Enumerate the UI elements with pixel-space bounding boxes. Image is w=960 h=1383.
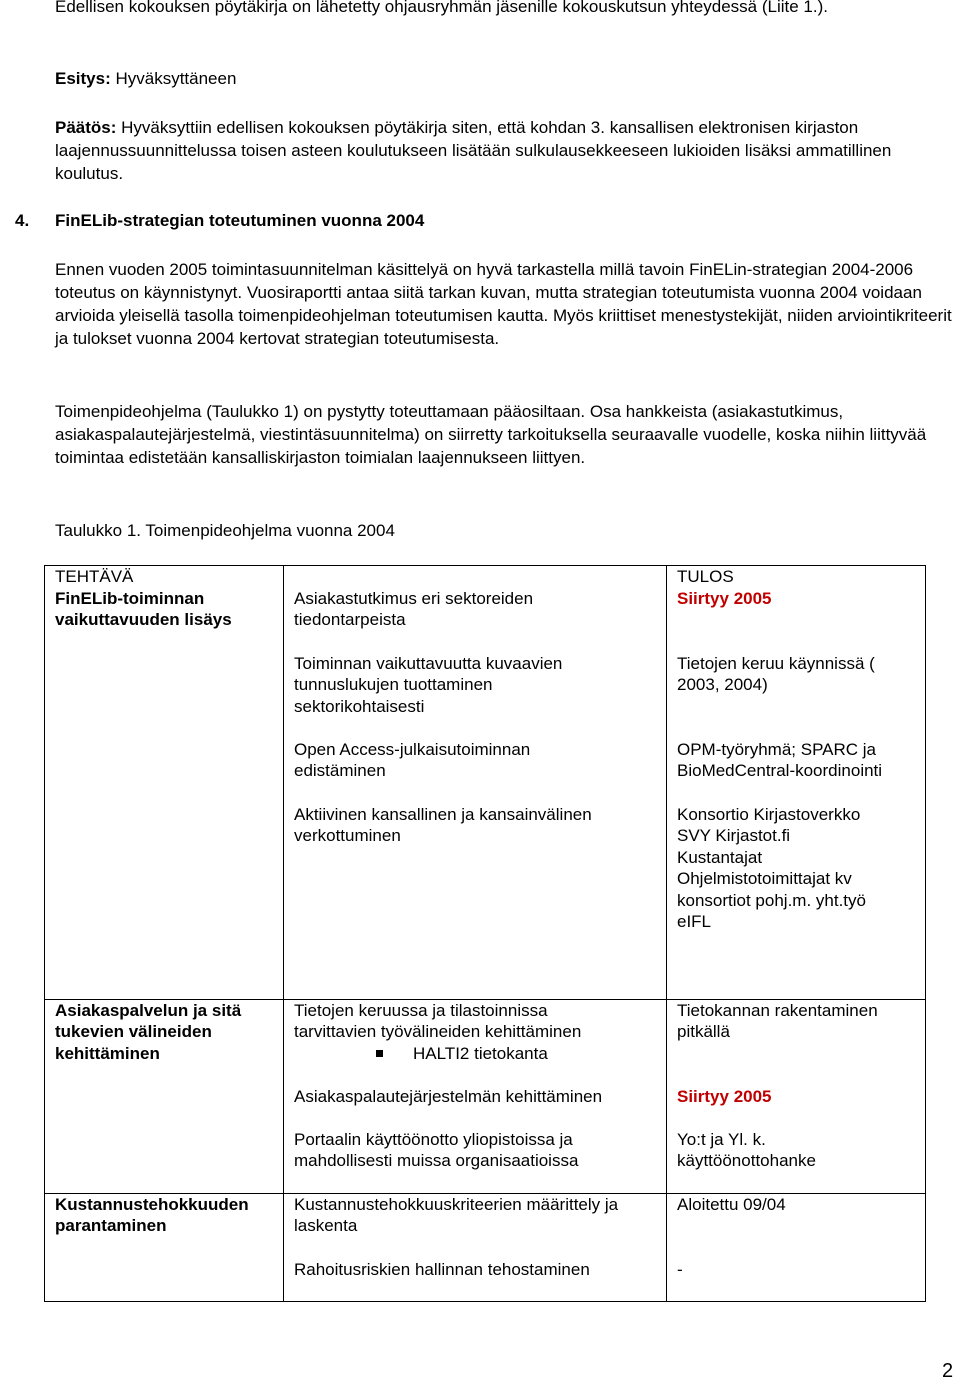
body-paragraph-1: Ennen vuoden 2005 toimintasuunnitelman käsittelyä on hyvä tarkastella millä tavoin FinELin-strategian 2004-2006 toteutus on käynnistynyt. Vuosiraportti antaa siitä tarkan kuvan, mutta strategian toteutumista vuonna 2004 voidaan arvioida yleisellä tasolla toimenpideohjelman toteutumisen kautta. Myös kriittiset menestystekijät, niiden arviointikriteerit ja tulokset vuonna 2004 kertovat strategian toteutumisesta. <box>55 260 952 348</box>
task-label: Asiakaspalvelun ja sitä tukevien välineiden kehittäminen <box>55 1000 242 1063</box>
action-item <box>294 1000 634 1065</box>
result-item: Tietokannan rakentaminen pitkällä <box>677 1000 878 1042</box>
paatos-label: Päätös: <box>55 118 117 137</box>
result-item: Aloitettu 09/04 <box>677 1194 786 1214</box>
header-middle <box>284 566 667 588</box>
table-header-row <box>45 566 926 588</box>
action-item: Aktiivinen kansallinen ja kansainvälinen verkottuminen <box>294 804 592 846</box>
section-number: 4. <box>15 211 30 230</box>
action-plan-table <box>44 565 926 1302</box>
task-cell <box>45 999 284 1193</box>
result-item: OPM-työryhmä; SPARC ja BioMedCentral-koordinointi <box>677 739 883 781</box>
section-title: FinELib-strategian toteutuminen vuonna 2004 <box>55 211 425 230</box>
esitys-label: Esitys: <box>55 69 111 88</box>
result-item: Yo:t ja Yl. k. käyttöönottohanke <box>677 1129 816 1171</box>
action-item: Portaalin käyttöönotto yliopistoissa ja mahdollisesti muissa organisaatioissa <box>294 1129 579 1171</box>
result-item: - <box>677 1259 683 1279</box>
table-row <box>45 1193 926 1301</box>
results-cell <box>667 999 926 1193</box>
section-heading <box>15 209 955 232</box>
table-caption: Taulukko 1. Toimenpideohjelma vuonna 2004 <box>55 521 395 540</box>
results-cell <box>667 588 926 1000</box>
result-item: Tietojen keruu käynnissä ( 2003, 2004) <box>677 653 875 695</box>
actions-cell <box>284 588 667 1000</box>
body-paragraph-2: Toimenpideohjelma (Taulukko 1) on pystytty toteuttamaan pääosiltaan. Osa hankkeista (asiakastutkimus, asiakaspalautejärjestelmä, viestintäsuunnitelma) on siirretty tarkoituksella seuraavalle vuodelle, koska niihin liittyvää toimintaa edistetään kansalliskirjaston toimialan laajennukseen liittyen. <box>55 402 927 467</box>
action-item: Asiakaspalautejärjestelmän kehittäminen <box>294 1086 603 1106</box>
header-task: TEHTÄVÄ <box>45 566 284 588</box>
actions-cell <box>284 999 667 1193</box>
action-item: Rahoitusriskien hallinnan tehostaminen <box>294 1259 590 1279</box>
task-cell <box>45 588 284 1000</box>
action-item: Kustannustehokkuuskriteerien määrittely ja laskenta <box>294 1194 619 1236</box>
esitys-text: Hyväksyttäneen <box>110 69 237 88</box>
action-item: Asiakastutkimus eri sektoreiden tiedontarpeista <box>294 588 534 630</box>
intro-paragraph: Edellisen kokouksen pöytäkirja on lähetetty ohjausryhmän jäsenille kokouskutsun yhteydessä (Liite 1.). <box>55 0 828 16</box>
result-item: Siirtyy 2005 <box>677 1086 772 1106</box>
esitys-line <box>55 67 955 90</box>
action-item: Toiminnan vaikuttavuutta kuvaavien tunnuslukujen tuottaminen sektorikohtaisesti <box>294 653 563 716</box>
task-cell <box>45 1193 284 1301</box>
bullet-icon <box>376 1050 383 1057</box>
table-row <box>45 588 926 1000</box>
header-result: TULOS <box>667 566 926 588</box>
task-label: FinELib-toiminnan vaikuttavuuden lisäys <box>55 588 232 630</box>
action-text: Tietojen keruussa ja tilastoinnissa tarvittavien työvälineiden kehittäminen <box>294 1000 582 1042</box>
bullet-item <box>294 1043 634 1065</box>
results-cell <box>667 1193 926 1301</box>
result-item: Konsortio Kirjastoverkko SVY Kirjastot.fi Kustantajat Ohjelmistotoimittajat kv konsortiot pohj.m. yht.työ eIFL <box>677 804 866 932</box>
table-row <box>45 999 926 1193</box>
page-number: 2 <box>942 1360 954 1382</box>
actions-cell <box>284 1193 667 1301</box>
paatos-paragraph <box>55 116 955 185</box>
paatos-text: Hyväksyttiin edellisen kokouksen pöytäkirja siten, että kohdan 3. kansallisen elektronisen kirjaston laajennussuunnittelussa toisen asteen koulutukseen lisätään sulkulausekkeeseen lukioiden lisäksi ammatillinen koulutus. <box>55 118 892 183</box>
action-item: Open Access-julkaisutoiminnan edistäminen <box>294 739 531 781</box>
task-label: Kustannustehokkuuden parantaminen <box>55 1194 249 1236</box>
result-item: Siirtyy 2005 <box>677 588 772 608</box>
bullet-text: HALTI2 tietokanta <box>413 1043 548 1063</box>
